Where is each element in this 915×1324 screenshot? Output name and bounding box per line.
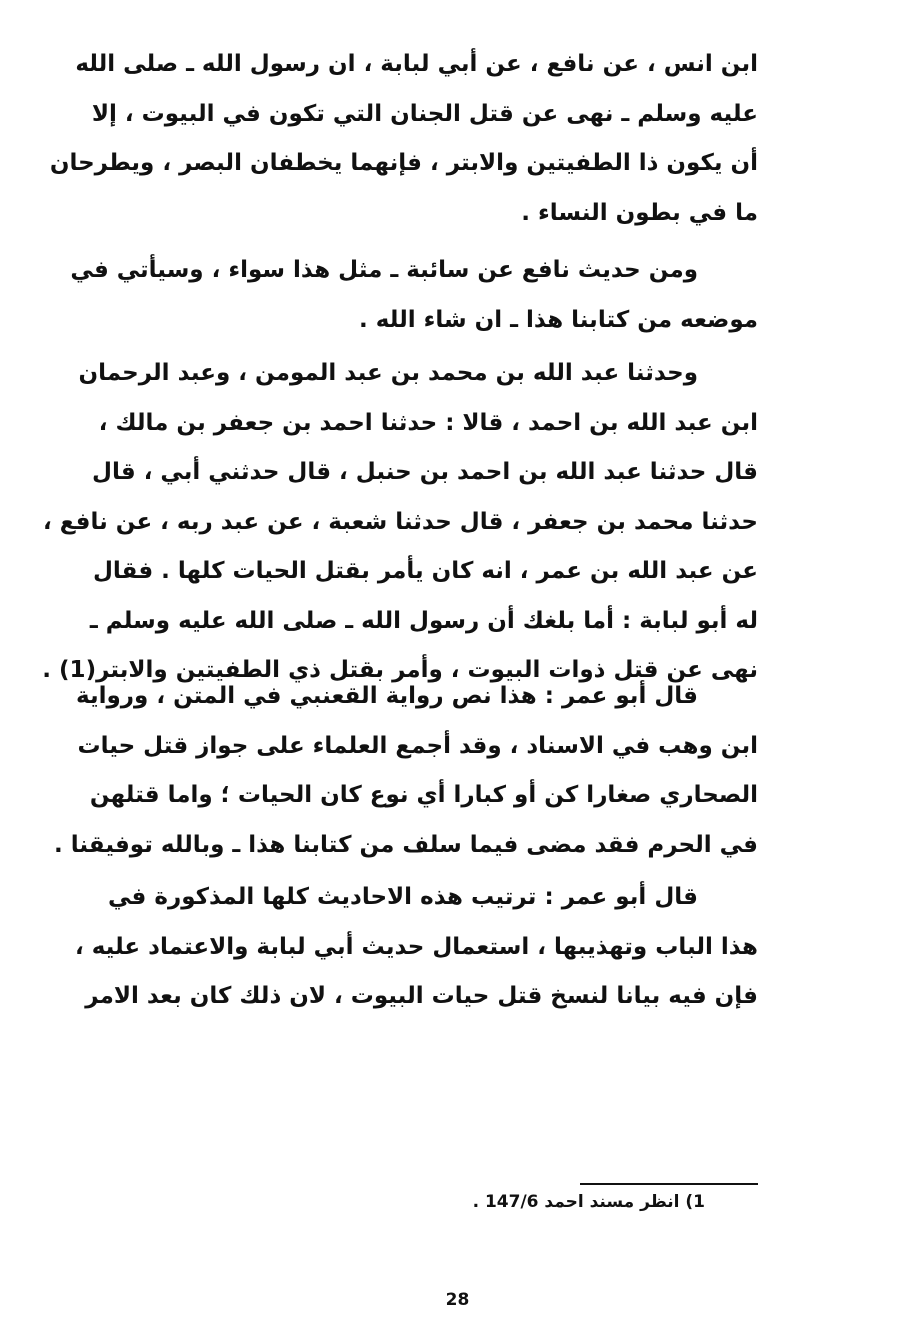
text-line: عليه وسلم ـ نهى عن قتل الجنان التي تكون في البيوت ، إلا bbox=[91, 100, 758, 127]
footnote-divider bbox=[580, 1183, 758, 1185]
text-line: حدثنا محمد بن جعفر ، قال حدثنا شعبة ، عن عبد ربه ، عن نافع ، bbox=[42, 508, 758, 535]
text-line: قال حدثنا عبد الله بن احمد بن حنبل ، قال حدثني أبي ، قال bbox=[92, 459, 758, 485]
text-line: ابن وهب في الاسناد ، وقد أجمع العلماء على جواز قتل حيات bbox=[77, 732, 758, 759]
text-line: في الحرم فقد مضى فيما سلف من كتابنا هذا ـ وبالله توفيقنا . bbox=[54, 831, 758, 858]
paragraph-2 bbox=[70, 246, 758, 345]
text-line: نهى عن قتل ذوات البيوت ، وأمر بقتل ذي الطفيتين والابتر(1) . bbox=[42, 657, 758, 683]
text-line: قال أبو عمر : هذا نص رواية القعنبي في المتن ، ورواية bbox=[76, 683, 698, 709]
text-line: له أبو لبابة : أما بلغك أن رسول الله ـ صلى الله عليه وسلم ـ bbox=[89, 607, 758, 634]
text-line: الصحاري صغارا كن أو كبارا أي نوع كان الحيات ؛ واما قتلهن bbox=[89, 782, 758, 808]
paragraph-5 bbox=[74, 873, 758, 1022]
text-line: فإن فيه بيانا لنسخ قتل حيات البيوت ، لان ذلك كان بعد الامر bbox=[85, 983, 758, 1009]
text-line: ابن عبد الله بن احمد ، قالا : حدثنا احمد بن جعفر بن مالك ، bbox=[98, 409, 758, 436]
text-line: عن عبد الله بن عمر ، انه كان يأمر بقتل الحيات كلها . فقال bbox=[92, 558, 758, 584]
footnote: 1) انظر مسند احمد 147/6 . bbox=[472, 1192, 705, 1212]
text-line: ما في بطون النساء . bbox=[521, 199, 758, 226]
text-line: أن يكون ذا الطفيتين والابتر ، فإنهما يخطفان البصر ، ويطرحان bbox=[49, 150, 758, 176]
text-line: ومن حديث نافع عن سائبة ـ مثل هذا سواء ، وسيأتي في bbox=[70, 257, 698, 283]
text-line: قال أبو عمر : ترتيب هذه الاحاديث كلها المذكورة في bbox=[108, 884, 698, 910]
text-line: هذا الباب وتهذيبها ، استعمال حديث أبي لبابة والاعتماد عليه ، bbox=[74, 933, 758, 960]
page-number: 28 bbox=[445, 1290, 470, 1310]
text-line: ابن انس ، عن نافع ، عن أبي لبابة ، ان رسول الله ـ صلى الله bbox=[75, 51, 758, 77]
text-line: وحدثنا عبد الله بن محمد بن عبد المومن ، وعبد الرحمان bbox=[78, 360, 698, 386]
text-line: موضعه من كتابنا هذا ـ ان شاء الله . bbox=[359, 306, 758, 333]
paragraph-4 bbox=[54, 672, 758, 870]
paragraph-1 bbox=[49, 40, 758, 238]
